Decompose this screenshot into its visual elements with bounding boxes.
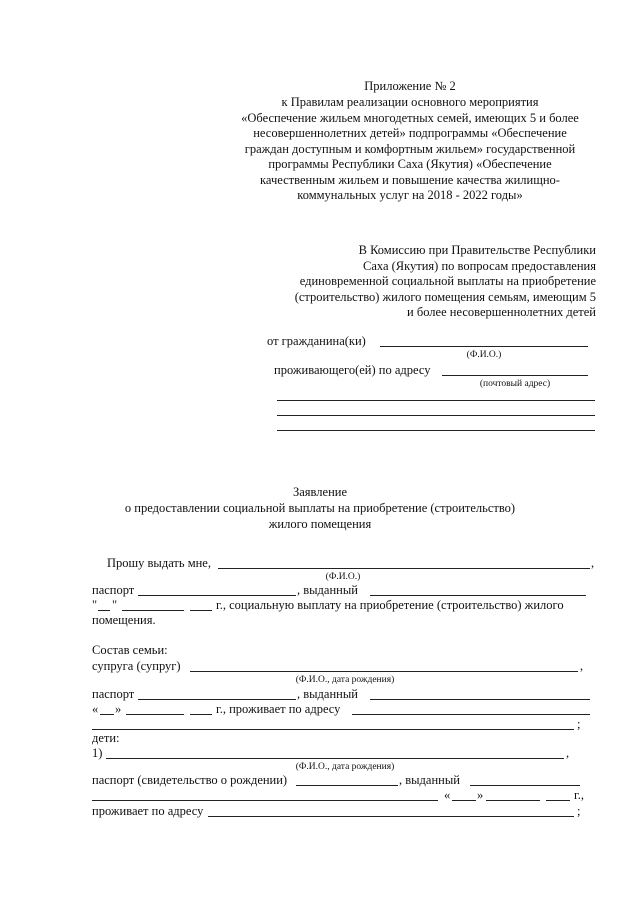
spouse-issue-year-field[interactable] (190, 714, 212, 715)
statement-title: Заявление (292, 485, 347, 499)
children-label: дети: (92, 731, 120, 745)
child-year-suffix: г., (574, 788, 584, 802)
semicolon: ; (577, 804, 581, 818)
comma: , (591, 556, 595, 570)
sender-fio-field[interactable] (380, 346, 588, 347)
comma: , (566, 746, 570, 760)
family-title: Состав семьи: (92, 643, 168, 657)
addressee-line: Саха (Якутия) по вопросам предоставления (362, 259, 596, 273)
sender-address-line-2[interactable] (277, 400, 595, 401)
child-document-field[interactable] (296, 785, 398, 786)
child-issue-year-field[interactable] (546, 800, 570, 801)
passport-number-field[interactable] (138, 595, 296, 596)
child-issued-by-line-2[interactable] (92, 800, 438, 801)
passport-label: паспорт (92, 583, 135, 597)
child-issue-month-field[interactable] (486, 800, 540, 801)
appendix-line: к Правилам реализации основного мероприятия (281, 95, 539, 109)
child-fio-field[interactable] (106, 758, 564, 759)
spouse-caption: (Ф.И.О., дата рождения) (295, 675, 395, 685)
spouse-fio-field[interactable] (190, 671, 578, 672)
issue-year-field[interactable] (190, 610, 212, 611)
appendix-line: граждан доступным и комфортным жильем» государственной (244, 142, 576, 156)
sender-address-line-3[interactable] (277, 415, 595, 416)
applicant-fio-caption: (Ф.И.О.) (325, 572, 361, 582)
sender-address-field[interactable] (442, 375, 588, 376)
passport-issued-by-field[interactable] (370, 595, 586, 596)
comma: , (580, 659, 584, 673)
date-quote-open: " (92, 598, 98, 612)
sender-address-line-4[interactable] (277, 430, 595, 431)
appendix-title: Приложение № 2 (364, 79, 456, 93)
spouse-issue-month-field[interactable] (126, 714, 184, 715)
applicant-fio-field[interactable] (218, 568, 590, 569)
appendix-line: несовершеннолетних детей» подпрограммы «Обеспечение (253, 126, 567, 140)
guillemet-open: « (444, 788, 451, 802)
semicolon: ; (577, 717, 581, 731)
payment-purpose-text: г., социальную выплату на приобретение (строительство) жилого (216, 598, 564, 612)
child-passport-label: паспорт (свидетельство о рождении) (92, 773, 288, 787)
addressee-line: (строительство) жилого помещения семьям, имеющим 5 (294, 290, 596, 304)
postal-address-caption: (почтовый адрес) (479, 379, 551, 389)
from-citizen-label: от гражданина(ки) (267, 334, 366, 348)
spouse-residing-label: г., проживает по адресу (216, 702, 341, 716)
appendix-line: программы Республики Саха (Якутия) «Обеспечение (268, 157, 552, 171)
statement-subtitle: о предоставлении социальной выплаты на приобретение (строительство) (124, 501, 516, 515)
appendix-line: коммунальных услуг на 2018 - 2022 годы» (297, 188, 523, 202)
appendix-line: качественным жильем и повышение качества жилищно- (260, 173, 560, 187)
spouse-passport-label: паспорт (92, 687, 135, 701)
guillemet-open: « (92, 702, 99, 716)
residing-label: проживающего(ей) по адресу (274, 363, 431, 377)
issue-day-field[interactable] (98, 610, 110, 611)
child-residing-label: проживает по адресу (92, 804, 204, 818)
spouse-passport-field[interactable] (138, 699, 296, 700)
fio-caption: (Ф.И.О.) (466, 350, 502, 360)
child-issue-day-field[interactable] (452, 800, 476, 801)
guillemet-close: » (115, 702, 122, 716)
child-number: 1) (92, 746, 103, 760)
appendix-line: «Обеспечение жильем многодетных семей, имеющих 5 и более (241, 111, 579, 125)
addressee-line: единовременной социальной выплаты на приобретение (299, 274, 596, 288)
spouse-issued-by-field[interactable] (370, 699, 590, 700)
guillemet-close: » (477, 788, 484, 802)
spouse-label: супруга (супруг) (92, 659, 181, 673)
child-issued-label: , выданный (399, 773, 460, 787)
child-caption: (Ф.И.О., дата рождения) (295, 762, 395, 772)
request-label: Прошу выдать мне, (107, 556, 211, 570)
issue-month-field[interactable] (122, 610, 184, 611)
spouse-address-line-2[interactable] (92, 729, 574, 730)
issued-label: , выданный (297, 583, 358, 597)
addressee-line: В Комиссию при Правительстве Республики (358, 243, 596, 257)
spouse-address-field[interactable] (352, 714, 590, 715)
child-address-field[interactable] (208, 816, 574, 817)
addressee-line: и более несовершеннолетних детей (407, 305, 596, 319)
payment-purpose-cont: помещения. (92, 613, 156, 627)
child-issued-by-field[interactable] (470, 785, 580, 786)
spouse-issue-day-field[interactable] (100, 714, 114, 715)
date-quote-close: " (112, 598, 118, 612)
spouse-issued-label: , выданный (297, 687, 358, 701)
statement-subtitle: жилого помещения (268, 517, 372, 531)
